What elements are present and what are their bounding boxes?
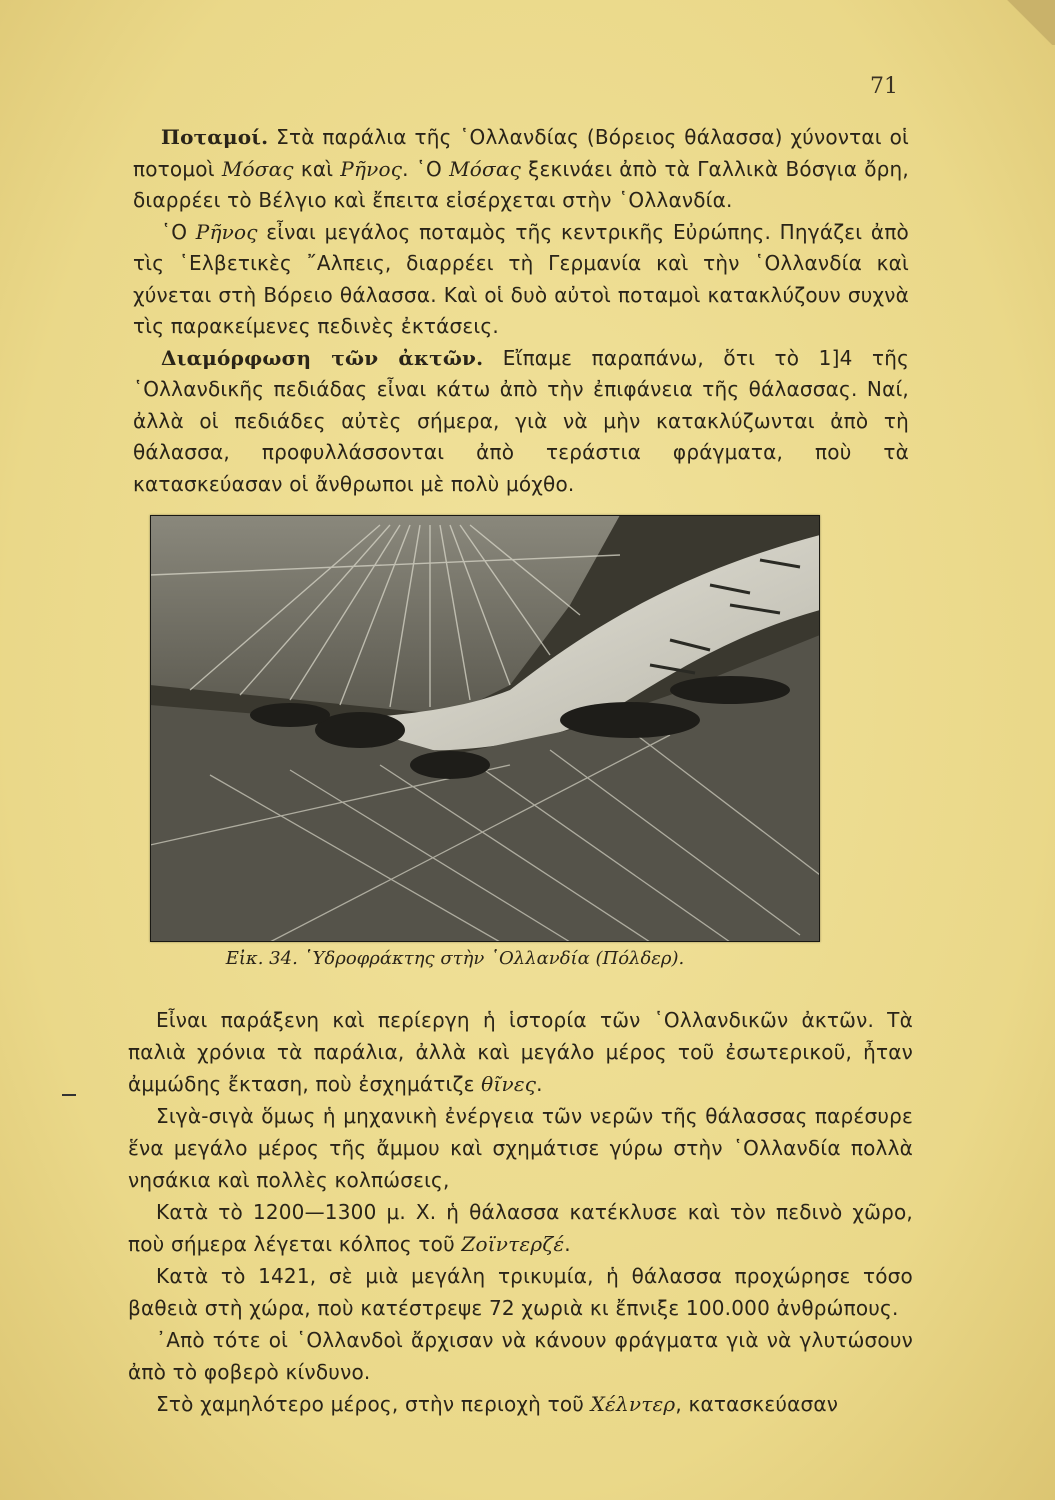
heading-rivers: Ποταμοί.	[161, 125, 269, 149]
page-number: 71	[870, 74, 898, 99]
polder-aerial-image	[150, 515, 820, 942]
text-block-top: Ποταμοί. Στὰ παράλια τῆς ῾Ολλανδίας (Βόρειος θάλασσα) χύνονται οἱ ποτομοὶ Μόσας καὶ Ρῆνος. ῾Ο Μόσας ξεκινάει ἀπὸ τὰ Γαλλικὰ Βόσγια ὄρη, διαρρέει τὸ Βέλγιο καὶ ἔπειτα εἰσέρχεται στὴν ῾Ολλανδία. ῾Ο Ρῆνος εἶναι μεγάλος ποταμὸς τῆς κεντρικῆς Εὐρώπης. Πηγάζει ἀπὸ τὶς ῾Ελβετικὲς ῎Αλπεις, διαρρέει τὴ Γερμανία καὶ τὴν ῾Ολλανδία καὶ χύνεται στὴ Βόρειο θάλασσα. Καὶ οἱ δυὸ αὐτοὶ ποταμοὶ κατακλύζουν συχνὰ τὶς παρακείμενες πεδινὲς ἐκτάσεις. Διαμόρφωση τῶν ἀκτῶν. Εἴπαμε παραπάνω, ὅτι τὸ 1]4 τῆς ῾Ολλανδικῆς πεδιάδας εἶναι κάτω ἀπὸ τὴν ἐπιφάνεια τῆς θάλασσας. Ναί, ἀλλὰ οἱ πεδιάδες αὐτὲς σήμερα, γιὰ νὰ μὴν κατακλύζωνται ἀπὸ τὴ θάλασσα, προφυλλάσσονται ἀπὸ τεράστια φράγματα, ποὺ τὰ κατασκεύασαν οἱ ἄνθρωποι μὲ πολὺ μόχθο.	[133, 125, 910, 496]
heading-coasts: Διαμόρφωση τῶν ἀκτῶν.	[161, 345, 484, 370]
figure-caption: Εἰκ. 34. ῾Υδροφράκτης στὴν ῾Ολλανδία (Πόλδερ).	[225, 948, 685, 969]
page-corner-fold	[995, 0, 1055, 45]
margin-dash-mark	[62, 1094, 76, 1096]
figure-polder-photo	[150, 515, 820, 942]
text-block-bottom: Εἶναι παράξενη καὶ περίεργη ἡ ἱστορία τῶν ῾Ολλανδικῶν ἀκτῶν. Τὰ παλιὰ χρόνια τὰ παράλια, ἀλλὰ καὶ μεγάλο μέρος τοῦ ἐσωτερικοῦ, ἦταν ἀμμώδης ἔκταση, ποὺ ἐσχημάτιζε θῖνες. Σιγὰ-σιγὰ ὅμως ἡ μηχανικὴ ἐνέργεια τῶν νερῶν τῆς θάλασσας παρέσυρε ἕνα μεγάλο μέρος τῆς ἄμμου καὶ σχημάτισε γύρω στὴν ῾Ολλανδία πολλὰ νησάκια καὶ πολλὲς κολπώσεις, Κατὰ τὸ 1200—1300 μ. Χ. ἡ θάλασσα κατέκλυσε καὶ τὸν πεδινὸ χῶρο, ποὺ σήμερα λέγεται κόλπος τοῦ Ζοϊντερζέ. Κατὰ τὸ 1421, σὲ μιὰ μεγάλη τρικυμία, ἡ θάλασσα προχώρησε τόσο βαθειὰ στὴ χώρα, ποὺ κατέστρεψε 72 χωριὰ κι ἔπνιξε 100.000 ἀνθρώπους. ᾿Απὸ τότε οἱ ῾Ολλανδοὶ ἄρχισαν νὰ κάνουν φράγματα γιὰ νὰ γλυτώσουν ἀπὸ τὸ φοβερὸ κίνδυνο. Στὸ χαμηλότερο μέρος, στὴν περιοχὴ τοῦ Χέλντερ, κατασκεύασαν	[128, 1008, 913, 1416]
